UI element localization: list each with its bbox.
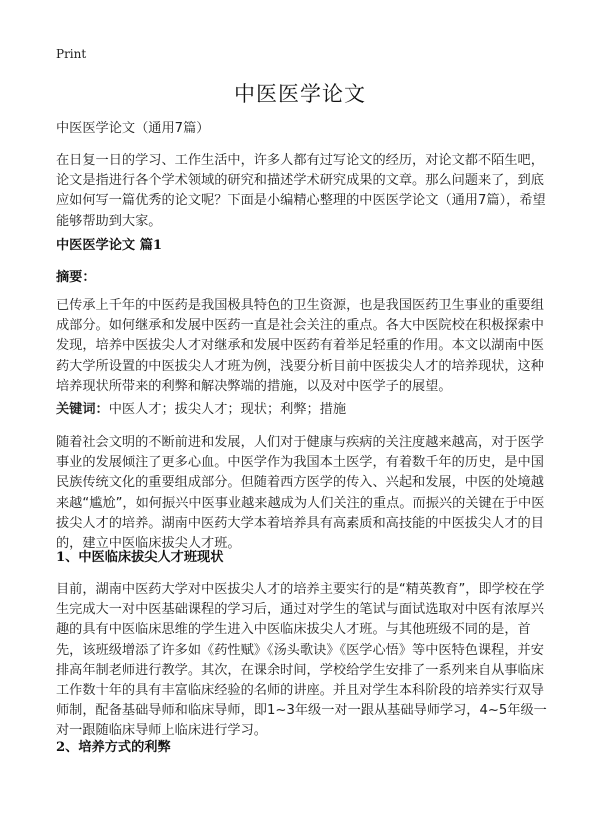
body-paragraph: 随着社会文明的不断前进和发展，人们对于健康与疾病的关注度越来越高，对于医学事业的发展倾注了更多心血。中医学作为我国本土医学，有着数千年的历史，是中国民族传统文化的重要组成部分。但随着西方医学的传入、兴起和发展，中医的处境越来越“尴尬”，如何振兴中医事业越来越成为人们关注的重点。而振兴的关键在于中医拔尖人才的培养。湖南中医药大学本着培养具有高素质和高技能的中医拔尖人才的目的，建立中医临床拔尖人才班。 bbox=[56, 435, 545, 552]
print-link[interactable]: Print bbox=[56, 47, 87, 61]
keywords-line bbox=[56, 400, 548, 420]
keywords-text: 中医人才；拔尖人才；现状；利弊；措施 bbox=[108, 402, 347, 417]
section-heading-pian1: 中医医学论文 篇1 bbox=[56, 238, 163, 253]
document-subtitle: 中医医学论文（通用7篇） bbox=[56, 121, 210, 136]
intro-paragraph: 在日复一日的学习、工作生活中，许多人都有过写论文的经历，对论文都不陌生吧，论文是指进行各个学术领域的研究和描述学术研究成果的文章。那么问题来了，到底应如何写一篇优秀的论文呢？下面是小编精心整理的中医医学论文（通用7篇），希望能够帮助到大家。 bbox=[56, 153, 546, 229]
keywords-label: 关键词： bbox=[56, 402, 109, 417]
abstract-paragraph: 已传承上千年的中医药是我国极具特色的卫生资源，也是我国医药卫生事业的重要组成部分。如何继承和发展中医药一直是社会关注的重点。各大中医院校在积极探索中发现，培养中医拔尖人才对继承和发展中医药有着举足轻重的作用。本文以湖南中医药大学所设置的中医拔尖人才班为例，浅要分析目前中医拔尖人才的培养现状，这种培养现状所带来的利弊和解决弊端的措施，以及对中医学子的展望。 bbox=[56, 298, 544, 394]
section-heading-1: 1、中医临床拔尖人才班现状 bbox=[56, 550, 224, 565]
body-paragraph: 目前，湖南中医药大学对中医拔尖人才的培养主要实行的是“精英教育”，即学校在学生完成大一对中医基础课程的学习后，通过对学生的笔试与面试选取对中医有浓厚兴趣的具有中医临床思维的学生进入中医临床拔尖人才班。与其他班级不同的是，首先，该班级增添了许多如《药性赋》《汤头歌诀》《医学心悟》等中医特色课程，并安排高年制老师进行教学。其次，在课余时间，学校给学生安排了一系列来自从事临床工作数十年的具有丰富临床经验的名师的讲座。并且对学生本科阶段的培养实行双导师制，配备基础导师和临床导师，即1~3年级一对一跟从基础导师学习，4~5年级一对一跟随临床导师上临床进行学习。 bbox=[56, 582, 547, 739]
section-heading-2: 2、培养方式的利弊 bbox=[56, 740, 171, 755]
page-title: 中医医学论文 bbox=[234, 82, 366, 106]
abstract-label: 摘要： bbox=[56, 270, 96, 285]
